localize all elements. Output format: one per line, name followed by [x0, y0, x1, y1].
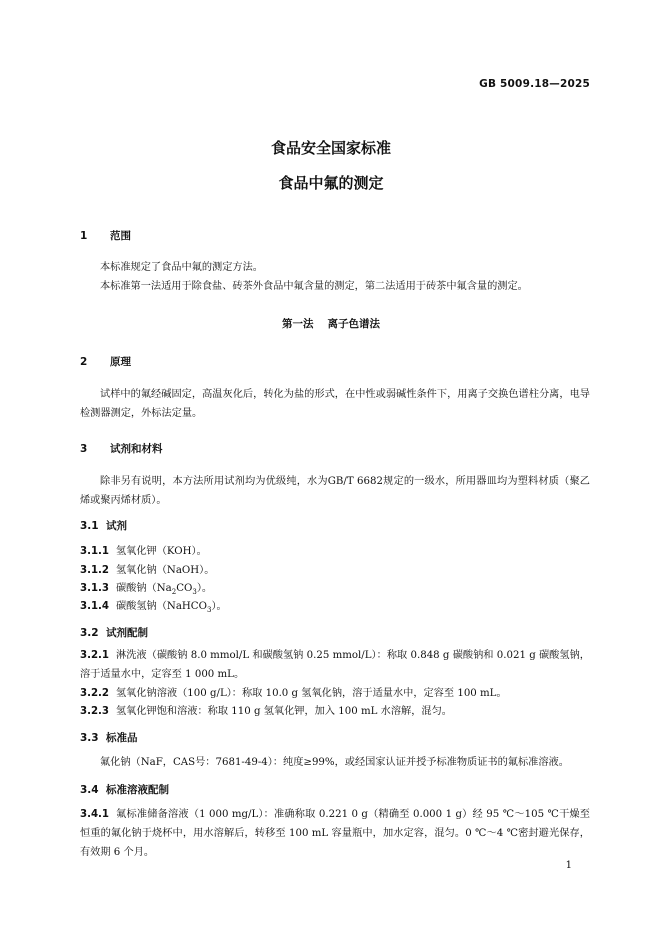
- method-label: 第一法: [282, 318, 314, 330]
- list-item: [80, 561, 590, 580]
- item-text: 碳酸钠（Na: [116, 583, 172, 594]
- page-number: 1: [565, 860, 572, 871]
- list-item: [80, 805, 590, 862]
- item-number: 3.2.1: [80, 650, 110, 661]
- list-item: [80, 646, 590, 684]
- list-item: [80, 597, 590, 620]
- standard-number: GB 5009.18—2025: [479, 78, 590, 90]
- section-number: 1: [80, 230, 88, 242]
- document-subtitle: 食品中氟的测定: [278, 174, 384, 192]
- section-title: 标准溶液配制: [106, 784, 169, 796]
- item-text: 氢氧化钾（KOH）。: [116, 546, 207, 557]
- item-text: 氢氧化钠（NaOH）。: [116, 565, 215, 576]
- section-title: 试剂配制: [106, 627, 148, 639]
- section-1-heading: [80, 228, 131, 243]
- item-text: ）。: [211, 601, 227, 612]
- item-number: 3.2.3: [80, 706, 110, 717]
- list-item: [80, 702, 590, 721]
- subscript: 3: [206, 606, 212, 615]
- section-1-paragraph-1: 本标准规定了食品中氟的测定方法。: [100, 262, 263, 273]
- section-number: 2: [80, 356, 88, 368]
- item-text: 氢氧化钾饱和溶液：称取 110 g 氢氧化钾，加入 100 mL 水溶解，混匀。: [116, 706, 452, 717]
- item-text: 淋洗液（碳酸钠 8.0 mmol/L 和碳酸氢钠 0.25 mmol/L）：称取 0.848 g 碳酸钠和 0.021 g 碳酸氢钠，溶于适量水中，定容至 1 000 mL。: [80, 650, 590, 680]
- section-number: 3.4: [80, 784, 99, 796]
- section-title: 标准品: [106, 732, 138, 744]
- section-3-heading: [80, 441, 163, 456]
- section-number: 3.3: [80, 732, 99, 744]
- section-2-paragraph: 试样中的氟经碱固定，高温灰化后，转化为盐的形式，在中性或弱碱性条件下，用离子交换色谱柱分离，电导检测器测定，外标法定量。: [80, 389, 590, 419]
- section-3-1-heading: [80, 518, 127, 533]
- document-title: 食品安全国家标准: [270, 139, 391, 157]
- section-3-2-heading: [80, 625, 148, 640]
- section-3-paragraph: 除非另有说明，本方法所用试剂均为优级纯，水为GB/T 6682规定的一级水，所用器皿均为塑料材质（聚乙烯或聚丙烯材质）。: [80, 476, 590, 506]
- section-3-3-paragraph: 氟化钠（NaF，CAS号：7681-49-4）：纯度≥99%，或经国家认证并授予标准物质证书的氟标准溶液。: [100, 757, 569, 768]
- section-title: 范围: [110, 230, 131, 242]
- item-number: 3.1.3: [80, 583, 110, 594]
- item-number: 3.1.4: [80, 601, 110, 612]
- section-title: 原理: [110, 356, 131, 368]
- item-number: 3.1.2: [80, 565, 110, 576]
- section-number: 3.2: [80, 627, 99, 639]
- subscript: 3: [192, 588, 197, 597]
- method-name: 离子色谱法: [327, 318, 380, 330]
- section-number: 3.1: [80, 520, 99, 532]
- section-3-3-heading: [80, 730, 138, 745]
- item-number: 3.4.1: [80, 809, 110, 820]
- item-text: CO: [176, 583, 193, 594]
- section-number: 3: [80, 443, 88, 455]
- section-title: 试剂和材料: [110, 443, 163, 455]
- item-number: 3.2.2: [80, 688, 110, 699]
- section-2-heading: [80, 354, 131, 369]
- section-title: 试剂: [106, 520, 127, 532]
- item-number: 3.1.1: [80, 546, 110, 557]
- section-1-paragraph-2: 本标准第一法适用于除食盐、砖茶外食品中氟含量的测定，第二法适用于砖茶中氟含量的测定。: [100, 281, 528, 292]
- item-text: ）。: [196, 583, 213, 594]
- method-heading: [0, 316, 662, 331]
- item-text: 氟标准储备溶液（1 000 mg/L）：准确称取 0.221 0 g（精确至 0.000 1 g）经 95 ℃～105 ℃干燥至恒重的氟化钠于烧杯中，用水溶解后，转移至 100 mL 容量瓶中，加水定容，混匀。0 ℃～4 ℃密封避光保存，有效期 6 个月。: [80, 809, 590, 858]
- list-item: [80, 684, 590, 703]
- section-3-4-heading: [80, 782, 169, 797]
- item-text: 氢氧化钠溶液（100 g/L）：称取 10.0 g 氢氧化钠，溶于适量水中，定容至 100 mL。: [116, 688, 507, 699]
- list-item: [80, 542, 590, 561]
- item-text: 碳酸氢钠（NaHCO: [116, 601, 207, 612]
- subscript: 2: [171, 588, 177, 597]
